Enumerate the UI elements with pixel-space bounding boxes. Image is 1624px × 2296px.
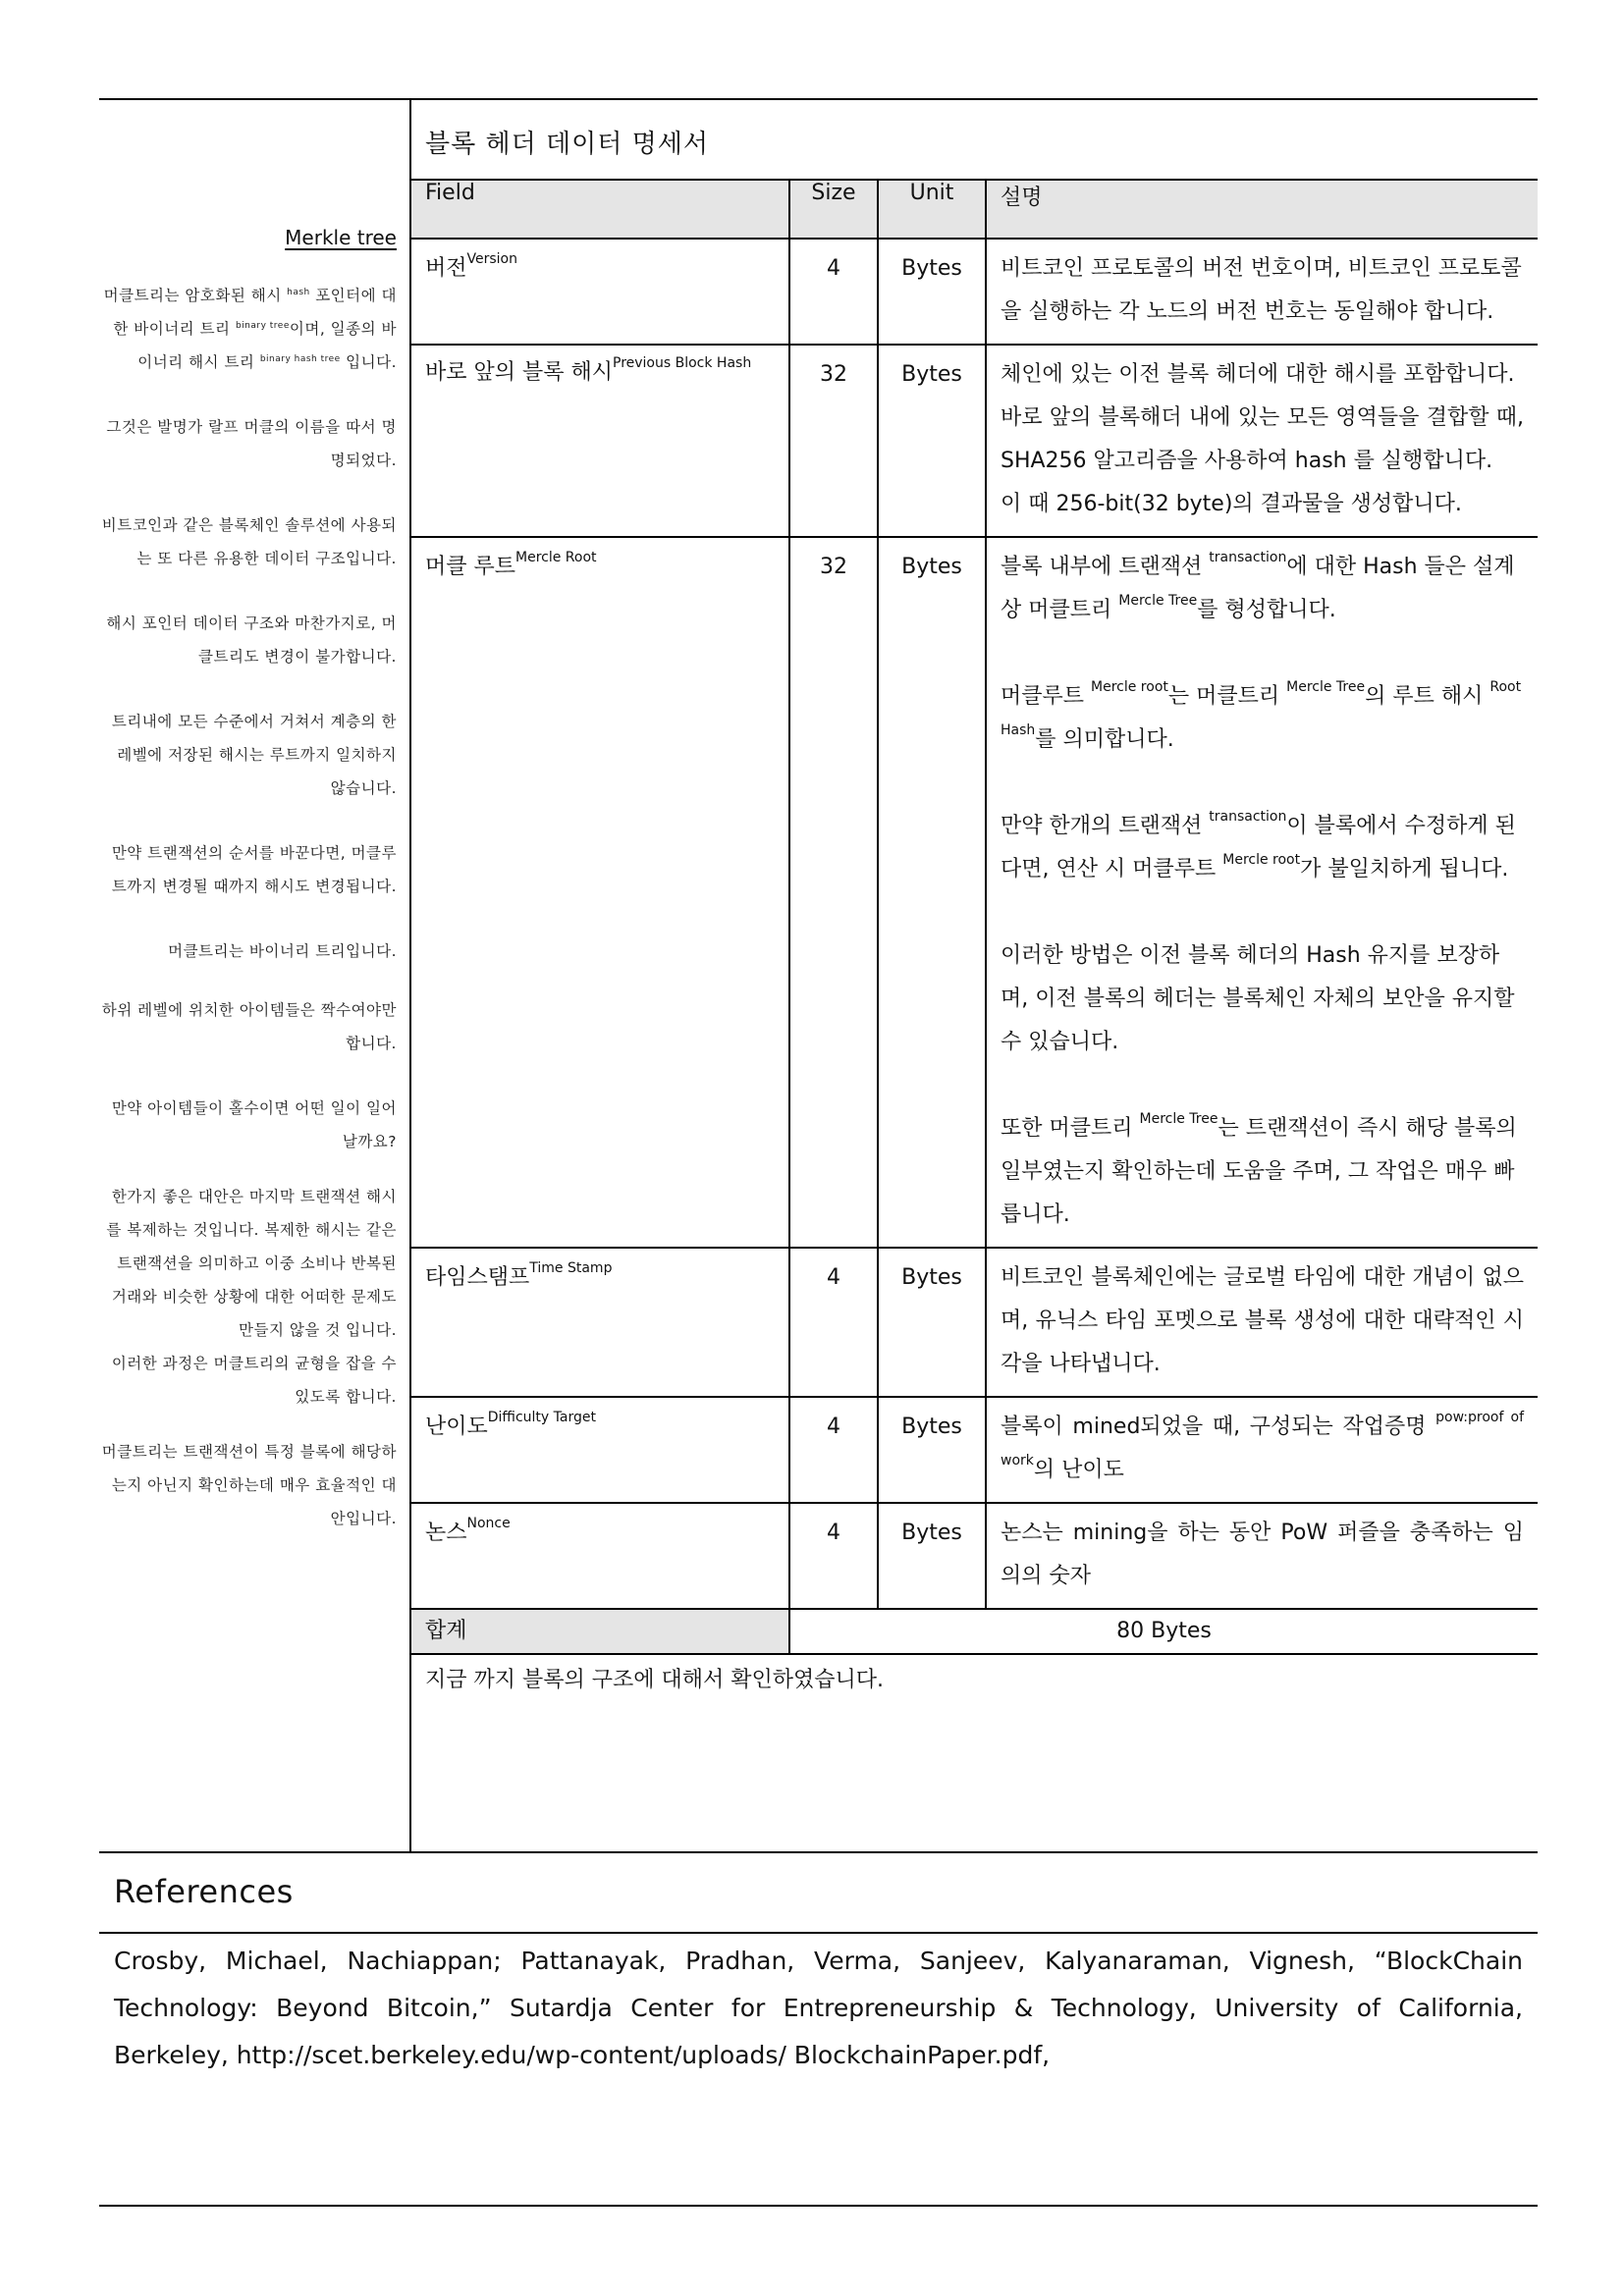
field-cell: 버전$^{Version}$ — [411, 239, 789, 345]
desc-cell: 비트코인 프로토콜의 버전 번호이며, 비트코인 프로토콜을 실행하는 각 노드의 버전 번호는 동일해야 합니다. — [986, 239, 1538, 345]
sidebar-paragraph: 비트코인과 같은 블록체인 솔루션에 사용되는 또 다른 유용한 데이터 구조입니다. — [101, 516, 397, 567]
field-cell: 논스$^{Nonce}$ — [411, 1503, 789, 1609]
references-text: Crosby, Michael, Nachiappan; Pattanayak, Pradhan, Verma, Sanjeev, Kalyanaraman, Vignesh, “BlockChain Technology: Beyond Bitcoin,” Sutardja Center for Entrepreneurship & Technology, University of California, Berkeley, http://scet.berkeley.edu/wp-content/uploads/ BlockchainPaper.pdf, — [114, 1947, 1523, 2069]
header-unit: Unit — [878, 180, 986, 239]
table-row — [411, 239, 1538, 345]
header-field: Field — [411, 180, 789, 239]
unit-cell: Bytes — [878, 239, 986, 345]
sidebar-paragraph: 머클트리는 암호화된 해시 $^{hash}$ 포인터에 대한 바이너리 트리 $^{binary tree}$이며, 일종의 바이너리 해시 트리 $^{binary hash tree}$ 입니다. — [103, 287, 397, 371]
size-cell: 4 — [789, 1397, 878, 1503]
field-cell: 타임스탬프$^{Time Stamp}$ — [411, 1248, 789, 1397]
table-header-row — [411, 180, 1538, 239]
size-cell: 4 — [789, 1248, 878, 1397]
block-header-spec-table — [411, 98, 1538, 1745]
size-cell: 4 — [789, 1503, 878, 1609]
size-cell: 32 — [789, 345, 878, 537]
total-row — [411, 1609, 1538, 1654]
unit-cell: Bytes — [878, 1248, 986, 1397]
desc-cell: 논스는 mining을 하는 동안 PoW 퍼즐을 충족하는 임의의 숫자 — [986, 1503, 1538, 1609]
total-value-cell: 80 Bytes — [789, 1609, 1538, 1654]
desc-cell: 체인에 있는 이전 블록 헤더에 대한 해시를 포함합니다. 바로 앞의 블록해더 내에 있는 모든 영역들을 결합할 때, SHA256 알고리즘을 사용하여 hash 를 실행합니다. 이 때 256-bit(32 byte)의 결과물을 생성합니다. — [986, 345, 1538, 537]
references-rule — [99, 1932, 1538, 1934]
field-cell: 바로 앞의 블록 해시$^{Previous Block Hash}$ — [411, 345, 789, 537]
section-bottom-rule — [99, 1851, 1538, 1853]
table-row — [411, 1397, 1538, 1503]
field-cell: 난이도$^{Difficulty Target}$ — [411, 1397, 789, 1503]
sidebar-paragraph: 머클트리는 바이너리 트리입니다. — [168, 942, 397, 960]
size-cell: 4 — [789, 239, 878, 345]
field-cell: 머클 루트$^{Mercle Root}$ — [411, 537, 789, 1248]
table-title: 블록 헤더 데이터 명세서 — [425, 130, 709, 159]
footer-note-cell: 지금 까지 블록의 구조에 대해서 확인하였습니다. — [425, 1668, 885, 1692]
sidebar-paragraph: 만약 트랜잭션의 순서를 바꾼다면, 머클루트까지 변경될 때까지 해시도 변경됩니다. — [111, 844, 397, 895]
sidebar-paragraph: 하위 레벨에 위치한 아이템들은 짝수여야만 합니다. — [101, 1001, 397, 1052]
total-label-cell: 합계 — [411, 1609, 789, 1654]
unit-cell: Bytes — [878, 345, 986, 537]
sidebar-paragraph: 해시 포인터 데이터 구조와 마찬가지로, 머클트리도 변경이 불가합니다. — [106, 614, 397, 666]
unit-cell: Bytes — [878, 1397, 986, 1503]
sidebar-paragraph: 한가지 좋은 대안은 마지막 트랜잭션 해시를 복제하는 것입니다. 복제한 해시는 같은 트랜잭션을 의미하고 이중 소비나 반복된 거래와 비슷한 상황에 대한 어떠한 문제도 만들지 않을 것 입니다. — [106, 1188, 397, 1339]
references-title: References — [114, 1873, 294, 1910]
desc-cell: 블록 내부에 트랜잭션 $^{transaction}$에 대한 Hash 들은 설계상 머클트리 $^{Mercle Tree}$를 형성합니다. 머클루트 $^{Mercle root}$는 머클트리 $^{Mercle Tree}$의 루트 해시 $^{Root Hash}$를 의미합니다. 만약 한개의 트랜잭션 $^{transaction}$이 블록에서 수정하게 된다면, 연산 시 머클루트 $^{Mercle root}$가 불일치하게 됩니다. 이러한 방법은 이전 블록 헤더의 Hash 유지를 보장하며, 이전 블록의 헤더는 블록체인 자체의 보안을 유지할 수 있습니다. 또한 머클트리 $^{Mercle Tree}$는 트랜잭션이 즉시 해당 블록의 일부였는지 확인하는데 도움을 주며, 그 작업은 매우 빠릅니다. — [986, 537, 1538, 1248]
unit-cell: Bytes — [878, 1503, 986, 1609]
table-title-cell — [411, 98, 1538, 180]
table-row — [411, 1248, 1538, 1397]
table-row — [411, 1503, 1538, 1609]
sidebar-heading: Merkle tree — [285, 226, 397, 249]
sidebar-notes — [99, 226, 397, 1567]
table-row — [411, 345, 1538, 537]
sidebar-paragraph: 만약 아이템들이 홀수이면 어떤 일이 일어날까요? — [111, 1099, 397, 1150]
desc-cell: 블록이 mined되었을 때, 구성되는 작업증명 $^{pow:proof of work}$의 난이도 — [986, 1397, 1538, 1503]
page-bottom-rule — [99, 2205, 1538, 2207]
desc-cell: 비트코인 블록체인에는 글로벌 타임에 대한 개념이 없으며, 유닉스 타임 포멧으로 블록 생성에 대한 대략적인 시각을 나타냅니다. — [986, 1248, 1538, 1397]
header-desc: 설명 — [986, 180, 1538, 239]
sidebar-paragraph: 트리내에 모든 수준에서 거쳐서 계층의 한 레벨에 저장된 해시는 루트까지 일치하지 않습니다. — [111, 713, 397, 797]
size-cell: 32 — [789, 537, 878, 1248]
header-size: Size — [789, 180, 878, 239]
footer-note-row — [411, 1654, 1538, 1745]
sidebar-paragraph: 머클트리는 트랜잭션이 특정 블록에 해당하는지 아닌지 확인하는데 매우 효율적인 대안입니다. — [101, 1443, 397, 1527]
table-row — [411, 537, 1538, 1248]
sidebar-paragraph: 그것은 발명가 랄프 머클의 이름을 따서 명명되었다. — [106, 418, 397, 469]
sidebar-paragraph: 이러한 과정은 머클트리의 균형을 잡을 수 있도록 합니다. — [111, 1355, 397, 1406]
unit-cell: Bytes — [878, 537, 986, 1248]
